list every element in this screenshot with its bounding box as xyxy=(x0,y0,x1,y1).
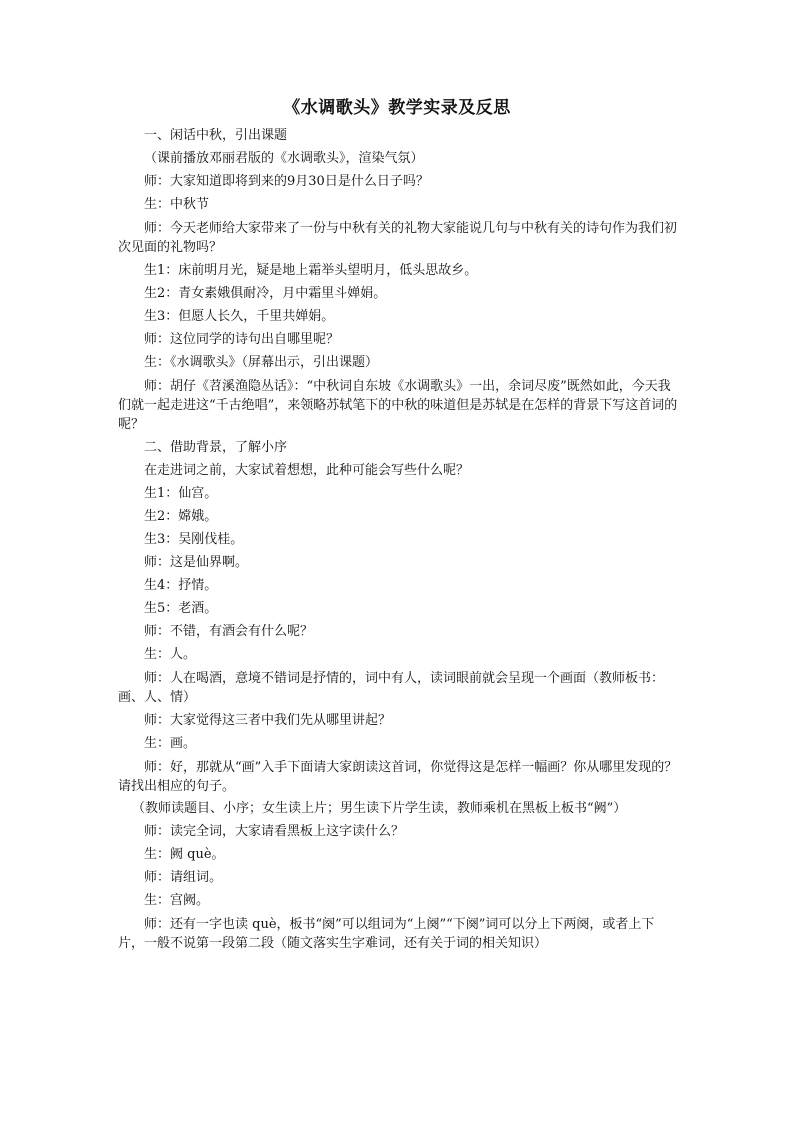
paragraph: 生：《水调歌头》（屏幕出示，引出课题） xyxy=(144,355,379,370)
paragraph: 师：胡仔《苕溪渔隐丛话》：“中秋词自东坡《水调歌头》一出，余词尽废”既然如此，今天我们就一起走进这“千古绝唱”，来领略苏轼笔下的中秋的味道但是苏轼是在怎样的背景下写这首词的呢？ xyxy=(118,379,678,432)
paragraph: 生5：老酒。 xyxy=(144,601,218,616)
paragraph: 师：今天老师给大家带来了一份与中秋有关的礼物大家能说几句与中秋有关的诗句作为我们初次见面的礼物吗？ xyxy=(118,221,678,255)
paragraph: 师：这是仙界啊。 xyxy=(144,555,249,570)
paragraph: 师：这位同学的诗句出自哪里呢？ xyxy=(144,332,340,347)
paragraph: 生：宫阙。 xyxy=(144,893,210,908)
paragraph: 生2：青女素娥俱耐冷，月中霜里斗婵娟。 xyxy=(144,286,387,301)
paragraph: 生：画。 xyxy=(144,736,197,751)
paragraph: 师：还有一字也读 què，板书“阕”可以组词为“上阕”“下阕”词可以分上下两阕，或者上下片，一般不说第一段第二段（随文落实生字难词，还有关于词的相关知识） xyxy=(118,917,655,951)
paragraph: 生1：仙宫。 xyxy=(144,486,218,501)
section-heading-2: 二、借助背景，了解小序 xyxy=(144,440,288,455)
paragraph: 生：阙 què。 xyxy=(144,847,225,862)
paragraph: 师：大家觉得这三者中我们先从哪里讲起？ xyxy=(144,713,392,728)
section-heading-1: 一、闲话中秋，引出课题 xyxy=(144,128,288,143)
document-title: 《水调歌头》教学实录及反思 xyxy=(283,98,511,118)
paragraph: 生3：吴刚伐桂。 xyxy=(144,532,244,547)
paragraph: 师：读完全词，大家请看黑板上这字读什么？ xyxy=(144,824,405,839)
paragraph: 师：请组词。 xyxy=(144,870,223,885)
paragraph: 生4：抒情。 xyxy=(144,578,218,593)
paragraph: 生1：床前明月光，疑是地上霜举头望明月，低头思故乡。 xyxy=(144,263,478,278)
paragraph: 生3：但愿人长久，千里共婵娟。 xyxy=(144,309,335,324)
paragraph: 生：中秋节 xyxy=(144,197,210,212)
paragraph: 生2：嫦娥。 xyxy=(144,509,218,524)
paragraph: （教师读题目、小序；女生读上片；男生读下片学生读，教师乘机在黑板上板书“阙”） xyxy=(132,801,627,816)
paragraph: （课前播放邓丽君版的《水调歌头》，渲染气氛） xyxy=(144,151,424,166)
paragraph: 师：好，那就从“画”入手下面请大家朗读这首词，你觉得这是怎样一幅画？你从哪里发现的？请找出相应的句子。 xyxy=(118,760,678,794)
paragraph: 师：人在喝酒，意境不错词是抒情的，词中有人，读词眼前就会呈现一个画面（教师板书：画、人、情） xyxy=(118,671,665,705)
document-body xyxy=(118,124,678,955)
paragraph: 生：人。 xyxy=(144,647,197,662)
paragraph: 师：不错，有酒会有什么呢？ xyxy=(144,624,314,639)
paragraph: 在走进词之前，大家试着想想，此种可能会写些什么呢？ xyxy=(144,463,470,478)
paragraph: 师：大家知道即将到来的9月30日是什么日子吗？ xyxy=(144,174,429,189)
